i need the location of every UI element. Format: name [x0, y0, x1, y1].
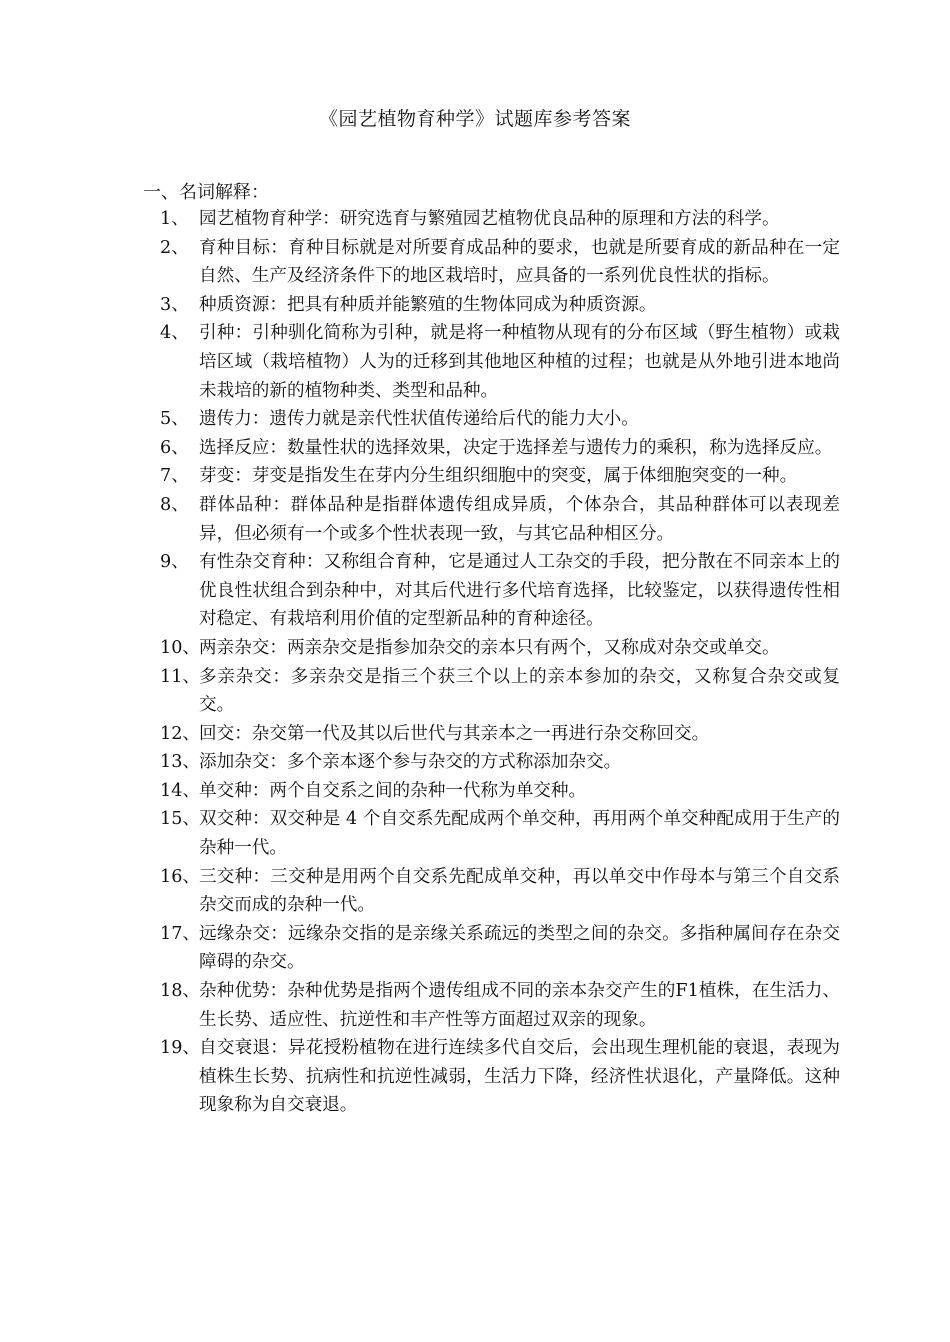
- definition-item: [160, 205, 840, 234]
- item-text: 引种：引种驯化简称为引种，就是将一种植物从现有的分布区域（野生植物）或栽培区域（栽培植物）人为的迁移到其他地区种植的过程；也就是从外地引进本地尚未栽培的新的植物种类、类型和品种。: [199, 323, 840, 401]
- definition-item: [160, 434, 840, 463]
- item-text: 双交种：双交种是 4 个自交系先配成两个单交种，再用两个单交种配成用于生产的杂种一代。: [199, 809, 840, 859]
- definition-item: [160, 863, 840, 920]
- item-text: 三交种：三交种是用两个自交系先配成单交种，再以单交中作母本与第三个自交系杂交而成的杂种一代。: [199, 866, 840, 916]
- item-number: 10、: [160, 637, 200, 658]
- item-text: 园艺植物育种学：研究选育与繁殖园艺植物优良品种的原理和方法的科学。: [199, 209, 780, 229]
- item-text: 自交衰退：异花授粉植物在进行连续多代自交后，会出现生理机能的衰退，表现为植株生长势、抗病性和抗逆性减弱，生活力下降，经济性状退化，产量降低。这种现象称为自交衰退。: [199, 1038, 840, 1116]
- item-number: 5、: [160, 409, 189, 430]
- definition-item: [160, 977, 840, 1034]
- definition-item: [160, 319, 840, 405]
- item-number: 4、: [160, 323, 189, 344]
- item-text: 远缘杂交：远缘杂交指的是亲缘关系疏远的类型之间的杂交。多指种属间存在杂交障碍的杂交。: [199, 923, 840, 973]
- item-text: 芽变：芽变是指发生在芽内分生组织细胞中的突变，属于体细胞突变的一种。: [199, 466, 798, 487]
- item-number: 18、: [160, 981, 200, 1002]
- item-text: 有性杂交育种：又称组合育种，它是通过人工杂交的手段，把分散在不同亲本上的优良性状组合到杂种中，对其后代进行多代培育选择，比较鉴定，以获得遗传性相对稳定、有栽培利用价值的定型新品种的育种途径。: [199, 552, 840, 630]
- item-text: 种质资源：把具有种质并能繁殖的生物体同成为种质资源。: [199, 294, 657, 315]
- item-number: 16、: [160, 866, 200, 887]
- definition-item: [160, 920, 840, 977]
- definition-item: [160, 491, 840, 548]
- item-number: 11、: [160, 666, 200, 687]
- definition-item: [160, 663, 840, 720]
- item-text: 遗传力：遗传力就是亲代性状值传递给后代的能力大小。: [199, 409, 639, 430]
- item-number: 14、: [160, 780, 200, 801]
- definition-item: [160, 548, 840, 634]
- item-number: 6、: [160, 437, 189, 458]
- definition-item: [160, 634, 840, 663]
- definition-item: [160, 805, 840, 862]
- item-text: 单交种：两个自交系之间的杂种一代称为单交种。: [199, 780, 587, 801]
- definition-item: [160, 291, 840, 320]
- item-number: 15、: [160, 809, 200, 830]
- item-number: 1、: [160, 209, 189, 229]
- item-number: 2、: [160, 237, 189, 258]
- item-number: 12、: [160, 723, 200, 744]
- item-number: 13、: [160, 752, 200, 773]
- definition-item: [160, 1034, 840, 1120]
- item-number: 8、: [160, 494, 189, 515]
- definition-item: [160, 720, 840, 749]
- item-number: 9、: [160, 552, 189, 573]
- definition-item: [160, 234, 840, 291]
- section-heading: 一、名词解释：: [143, 182, 269, 203]
- item-number: 19、: [160, 1038, 200, 1059]
- item-number: 17、: [160, 923, 200, 944]
- item-text: 杂种优势：杂种优势是指两个遗传组成不同的亲本杂交产生的F1植株，在生活力、生长势、适应性、抗逆性和丰产性等方面超过双亲的现象。: [199, 981, 840, 1030]
- item-text: 回交：杂交第一代及其以后世代与其亲本之一再进行杂交称回交。: [199, 723, 710, 744]
- item-text: 群体品种：群体品种是指群体遗传组成异质，个体杂合，其品种群体可以表现差异，但必须有一个或多个性状表现一致，与其它品种相区分。: [199, 494, 840, 544]
- item-text: 选择反应：数量性状的选择效果，决定于选择差与遗传力的乘积，称为选择反应。: [199, 437, 833, 458]
- definition-item: [160, 777, 840, 806]
- item-number: 7、: [160, 466, 189, 487]
- item-text: 两亲杂交：两亲杂交是指参加杂交的亲本只有两个，又称成对杂交或单交。: [199, 637, 780, 658]
- definition-list: [160, 205, 840, 1120]
- item-text: 多亲杂交：多亲杂交是指三个获三个以上的亲本参加的杂交，又称复合杂交或复交。: [199, 666, 840, 716]
- definition-item: [160, 405, 840, 434]
- item-text: 育种目标：育种目标就是对所要育成品种的要求，也就是所要育成的新品种在一定自然、生产及经济条件下的地区栽培时，应具备的一系列优良性状的指标。: [199, 237, 840, 287]
- item-number: 3、: [160, 294, 189, 315]
- definition-item: [160, 748, 840, 777]
- item-text: 添加杂交：多个亲本逐个参与杂交的方式称添加杂交。: [199, 752, 622, 773]
- document-title: 《园艺植物育种学》试题库参考答案: [318, 108, 631, 130]
- definition-item: [160, 462, 840, 491]
